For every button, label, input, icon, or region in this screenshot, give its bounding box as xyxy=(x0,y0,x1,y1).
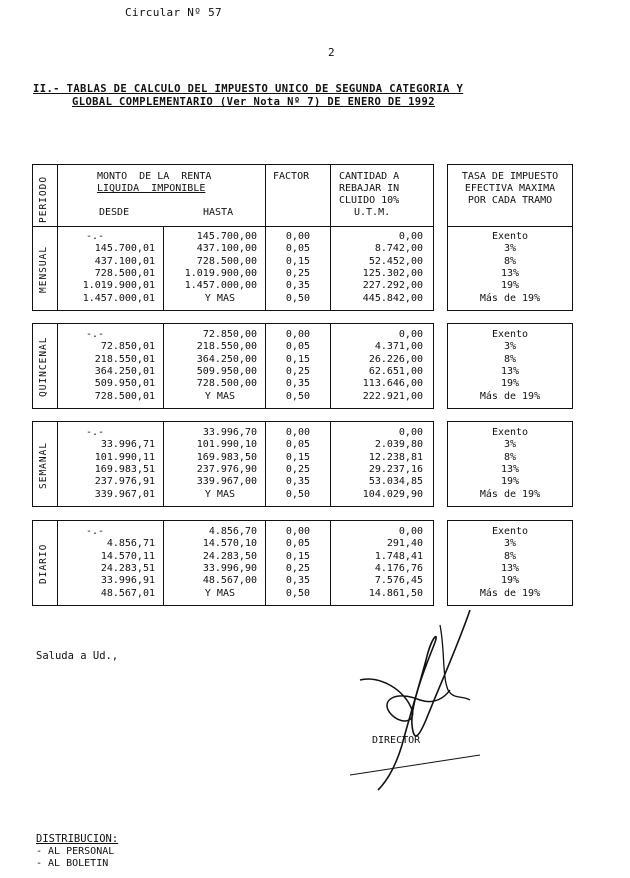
rate-cell: Exento xyxy=(491,329,529,340)
hasta-cell: Y MAS xyxy=(204,587,235,599)
period-label: QUINCENAL xyxy=(38,336,49,398)
section-title-line1: II.- TABLAS DE CALCULO DEL IMPUESTO UNICO DE SEGUNDA CATEGORIA Y xyxy=(33,83,464,95)
director-signature xyxy=(330,605,490,795)
director-label: DIRECTOR xyxy=(372,735,421,746)
rate-cell: 13% xyxy=(500,463,520,475)
cantidad-header-line1: CANTIDAD A xyxy=(339,171,400,182)
table-mensual xyxy=(32,164,434,311)
factor-cell: 0,25 xyxy=(285,267,310,279)
factor-cell: 0,25 xyxy=(285,463,310,475)
rate-cell: 19% xyxy=(500,476,520,488)
period-label: DIARIO xyxy=(38,543,49,585)
hasta-cell: 24.283,50 xyxy=(202,550,257,562)
header-divider xyxy=(33,226,433,227)
cantidad-header-line3: CLUIDO 10% xyxy=(339,195,400,206)
desde-cell: 72.850,01 xyxy=(100,341,155,353)
hasta-cell: Y MAS xyxy=(204,390,235,402)
desde-cell: 339.967,01 xyxy=(94,488,155,500)
cantidad-cell: 29.237,16 xyxy=(368,463,423,475)
rate-cell: 19% xyxy=(500,575,520,587)
rate-cell: 13% xyxy=(500,267,520,279)
cantidad-cell: 222.921,00 xyxy=(362,390,423,402)
desde-cell: 437.100,01 xyxy=(94,255,155,267)
rate-cell: Exento xyxy=(491,231,529,242)
rate-cell: Más de 19% xyxy=(479,292,541,304)
factor-cell: 0,05 xyxy=(285,538,310,550)
desde-cell: 237.976,91 xyxy=(94,476,155,488)
factor-cell: 0,25 xyxy=(285,365,310,377)
factor-cell: 0,15 xyxy=(285,451,310,463)
rate-cell: 19% xyxy=(500,378,520,390)
factor-cell: 0,50 xyxy=(285,587,310,599)
desde-cell: 509.950,01 xyxy=(94,378,155,390)
factor-cell: 0,35 xyxy=(285,476,310,488)
rate-box-quincenal xyxy=(447,323,573,409)
cantidad-cell: 0,00 xyxy=(398,231,423,242)
factor-header: FACTOR xyxy=(273,171,310,182)
rate-cell: 8% xyxy=(503,255,517,267)
factor-cell: 0,00 xyxy=(285,526,310,537)
rate-cell: 13% xyxy=(500,365,520,377)
hasta-cell: 101.990,10 xyxy=(196,439,257,451)
desde-cell: -.- xyxy=(85,526,105,537)
hasta-cell: 72.850,00 xyxy=(202,329,257,340)
tasa-header-line1: TASA DE IMPUESTO xyxy=(461,171,559,182)
hasta-cell: 728.500,00 xyxy=(196,255,257,267)
hasta-cell: 4.856,70 xyxy=(208,526,257,537)
rate-cell: 3% xyxy=(503,439,517,451)
desde-cell: 4.856,71 xyxy=(106,538,155,550)
desde-cell: 1.457.000,01 xyxy=(82,292,155,304)
cantidad-cell: 291,40 xyxy=(386,538,423,550)
rate-cell: 13% xyxy=(500,562,520,574)
monto-header-line1: MONTO DE LA RENTA xyxy=(97,171,212,182)
hasta-cell: 218.550,00 xyxy=(196,341,257,353)
distribution-title: DISTRIBUCION: xyxy=(36,833,119,845)
hasta-cell: 1.019.900,00 xyxy=(184,267,257,279)
cantidad-cell: 53.034,85 xyxy=(368,476,423,488)
header-divider xyxy=(448,226,572,227)
cantidad-cell: 104.029,90 xyxy=(362,488,423,500)
table-diario xyxy=(32,520,434,606)
desde-header: DESDE xyxy=(99,207,130,218)
cantidad-cell: 4.371,00 xyxy=(374,341,423,353)
hasta-cell: Y MAS xyxy=(204,488,235,500)
periodo-header: PERIODO xyxy=(38,175,49,223)
factor-cell: 0,00 xyxy=(285,329,310,340)
rate-cell: 8% xyxy=(503,451,517,463)
hasta-cell: 145.700,00 xyxy=(196,231,257,242)
cantidad-cell: 125.302,00 xyxy=(362,267,423,279)
period-label: SEMANAL xyxy=(38,441,49,489)
hasta-cell: 339.967,00 xyxy=(196,476,257,488)
rate-cell: 3% xyxy=(503,538,517,550)
rate-cell: Más de 19% xyxy=(479,390,541,402)
hasta-cell: 169.983,50 xyxy=(196,451,257,463)
factor-cell: 0,05 xyxy=(285,439,310,451)
cantidad-cell: 62.651,00 xyxy=(368,365,423,377)
desde-cell: 24.283,51 xyxy=(100,562,155,574)
cantidad-cell: 0,00 xyxy=(398,427,423,438)
desde-cell: 364.250,01 xyxy=(94,365,155,377)
desde-cell: 728.500,01 xyxy=(94,267,155,279)
desde-cell: 145.700,01 xyxy=(94,243,155,255)
hasta-cell: 33.996,70 xyxy=(202,427,257,438)
cantidad-cell: 4.176,76 xyxy=(374,562,423,574)
desde-cell: -.- xyxy=(85,231,105,242)
factor-cell: 0,05 xyxy=(285,243,310,255)
desde-cell: 169.983,51 xyxy=(94,463,155,475)
tasa-header-line2: EFECTIVA MAXIMA xyxy=(464,183,556,194)
table-semanal xyxy=(32,421,434,507)
desde-cell: 33.996,71 xyxy=(100,439,155,451)
hasta-cell: 237.976,90 xyxy=(196,463,257,475)
cantidad-cell: 7.576,45 xyxy=(374,575,423,587)
cantidad-cell: 113.646,00 xyxy=(362,378,423,390)
cantidad-header-line2: REBAJAR IN xyxy=(339,183,400,194)
cantidad-cell: 0,00 xyxy=(398,526,423,537)
section-title-line2: GLOBAL COMPLEMENTARIO (Ver Nota Nº 7) DE ENERO DE 1992 xyxy=(72,96,435,108)
factor-cell: 0,15 xyxy=(285,550,310,562)
cantidad-cell: 14.861,50 xyxy=(368,587,423,599)
desde-cell: 728.500,01 xyxy=(94,390,155,402)
table-quincenal xyxy=(32,323,434,409)
hasta-header: HASTA xyxy=(203,207,234,218)
rate-cell: Más de 19% xyxy=(479,587,541,599)
factor-cell: 0,15 xyxy=(285,353,310,365)
cantidad-cell: 2.039,80 xyxy=(374,439,423,451)
hasta-cell: 364.250,00 xyxy=(196,353,257,365)
hasta-cell: 728.500,00 xyxy=(196,378,257,390)
period-label: MENSUAL xyxy=(38,245,49,293)
factor-cell: 0,00 xyxy=(285,427,310,438)
rate-box-semanal xyxy=(447,421,573,507)
factor-cell: 0,35 xyxy=(285,378,310,390)
factor-cell: 0,25 xyxy=(285,562,310,574)
factor-cell: 0,50 xyxy=(285,488,310,500)
desde-cell: 33.996,91 xyxy=(100,575,155,587)
rate-box-diario xyxy=(447,520,573,606)
cantidad-header-line4: U.T.M. xyxy=(354,207,391,218)
factor-cell: 0,05 xyxy=(285,341,310,353)
rate-cell: Más de 19% xyxy=(479,488,541,500)
factor-cell: 0,35 xyxy=(285,280,310,292)
rate-cell: Exento xyxy=(491,526,529,537)
rate-cell: 3% xyxy=(503,341,517,353)
cantidad-cell: 52.452,00 xyxy=(368,255,423,267)
distribution-item: - AL PERSONAL xyxy=(36,846,115,857)
closing-greeting: Saluda a Ud., xyxy=(36,650,119,662)
desde-cell: 1.019.900,01 xyxy=(82,280,155,292)
hasta-cell: 437.100,00 xyxy=(196,243,257,255)
factor-cell: 0,35 xyxy=(285,575,310,587)
rate-cell: 3% xyxy=(503,243,517,255)
desde-cell: 48.567,01 xyxy=(100,587,155,599)
hasta-cell: 14.570,10 xyxy=(202,538,257,550)
page-number: 2 xyxy=(328,46,335,59)
hasta-cell: 48.567,00 xyxy=(202,575,257,587)
distribution-item: - AL BOLETIN xyxy=(36,858,109,869)
cantidad-cell: 0,00 xyxy=(398,329,423,340)
factor-cell: 0,00 xyxy=(285,231,310,242)
tasa-header-line3: POR CADA TRAMO xyxy=(467,195,553,206)
factor-cell: 0,50 xyxy=(285,390,310,402)
desde-cell: -.- xyxy=(85,329,105,340)
hasta-cell: 509.950,00 xyxy=(196,365,257,377)
factor-cell: 0,15 xyxy=(285,255,310,267)
rate-box-mensual xyxy=(447,164,573,311)
rate-cell: Exento xyxy=(491,427,529,438)
circular-number: Circular Nº 57 xyxy=(125,6,222,19)
desde-cell: 101.990,11 xyxy=(94,451,155,463)
hasta-cell: 33.996,90 xyxy=(202,562,257,574)
cantidad-cell: 26.226,00 xyxy=(368,353,423,365)
cantidad-cell: 8.742,00 xyxy=(374,243,423,255)
hasta-cell: 1.457.000,00 xyxy=(184,280,257,292)
cantidad-cell: 1.748,41 xyxy=(374,550,423,562)
monto-header-line2: LIQUIDA IMPONIBLE xyxy=(97,183,206,194)
desde-cell: -.- xyxy=(85,427,105,438)
rate-cell: 8% xyxy=(503,550,517,562)
cantidad-cell: 445.842,00 xyxy=(362,292,423,304)
cantidad-cell: 12.238,81 xyxy=(368,451,423,463)
desde-cell: 14.570,11 xyxy=(100,550,155,562)
factor-cell: 0,50 xyxy=(285,292,310,304)
cantidad-cell: 227.292,00 xyxy=(362,280,423,292)
rate-cell: 19% xyxy=(500,280,520,292)
desde-cell: 218.550,01 xyxy=(94,353,155,365)
hasta-cell: Y MAS xyxy=(204,292,235,304)
rate-cell: 8% xyxy=(503,353,517,365)
